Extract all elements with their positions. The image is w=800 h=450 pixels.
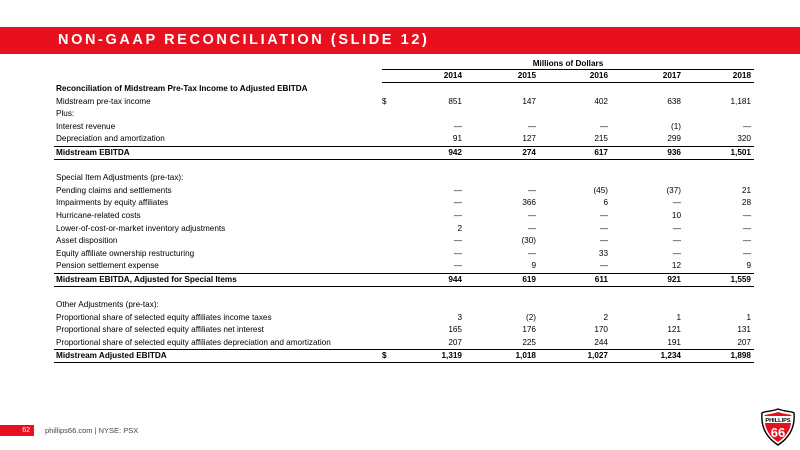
value-cell: — bbox=[742, 236, 751, 246]
year-header: 2016 bbox=[589, 71, 608, 80]
value-cell: 1,234 bbox=[660, 351, 681, 361]
value-cell: 274 bbox=[522, 147, 536, 157]
table-row bbox=[54, 96, 754, 109]
value-cell: 1,027 bbox=[587, 351, 608, 361]
row-label: Proportional share of selected equity affiliates depreciation and amortization bbox=[56, 337, 331, 347]
value-cell: 121 bbox=[667, 325, 681, 335]
table-row bbox=[54, 83, 754, 96]
value-cell: 1,319 bbox=[441, 351, 462, 361]
value-cell: 638 bbox=[667, 96, 681, 106]
footer-text: phillips66.com | NYSE: PSX bbox=[45, 426, 139, 435]
table-row bbox=[54, 121, 754, 134]
value-cell: 921 bbox=[667, 274, 681, 284]
value-cell: — bbox=[742, 248, 751, 258]
value-cell: — bbox=[527, 121, 536, 131]
value-cell: 366 bbox=[522, 198, 536, 208]
row-label: Other Adjustments (pre-tax): bbox=[56, 300, 159, 310]
value-cell: 207 bbox=[737, 337, 751, 347]
units-label: Millions of Dollars bbox=[532, 59, 604, 68]
total-row bbox=[54, 146, 754, 160]
value-cell: — bbox=[453, 185, 462, 195]
value-cell: 225 bbox=[522, 337, 536, 347]
row-label: Midstream Adjusted EBITDA bbox=[56, 351, 167, 361]
value-cell: 12 bbox=[671, 261, 681, 271]
value-cell: — bbox=[527, 223, 536, 233]
value-cell: (1) bbox=[670, 121, 681, 131]
value-cell: — bbox=[527, 248, 536, 258]
value-cell: 851 bbox=[448, 96, 462, 106]
value-cell: — bbox=[599, 261, 608, 271]
table-row bbox=[54, 172, 754, 185]
value-cell: — bbox=[672, 236, 681, 246]
row-label: Reconciliation of Midstream Pre-Tax Income to Adjusted EBITDA bbox=[56, 84, 308, 93]
page-number: 62 bbox=[0, 425, 34, 436]
value-cell: — bbox=[453, 121, 462, 131]
slide-title: NON-GAAP RECONCILIATION (SLIDE 12) bbox=[58, 32, 430, 48]
value-cell: 1 bbox=[676, 312, 681, 322]
value-cell: — bbox=[453, 210, 462, 220]
value-cell: — bbox=[599, 210, 608, 220]
value-cell: 6 bbox=[603, 198, 608, 208]
table-row bbox=[54, 108, 754, 121]
table-row bbox=[54, 299, 754, 312]
row-label: Pending claims and settlements bbox=[56, 185, 172, 195]
table-row bbox=[54, 260, 754, 273]
value-cell: — bbox=[599, 236, 608, 246]
table-row bbox=[54, 337, 754, 350]
value-cell: 165 bbox=[448, 325, 462, 335]
value-cell: 402 bbox=[594, 96, 608, 106]
value-cell: — bbox=[527, 210, 536, 220]
row-label: Midstream EBITDA, Adjusted for Special Items bbox=[56, 274, 237, 284]
year-header: 2015 bbox=[517, 71, 536, 80]
value-cell: — bbox=[453, 198, 462, 208]
value-cell: 1,018 bbox=[515, 351, 536, 361]
value-cell: 619 bbox=[522, 274, 536, 284]
table-body bbox=[54, 83, 754, 363]
value-cell: 147 bbox=[522, 96, 536, 106]
value-cell: 191 bbox=[667, 337, 681, 347]
value-cell: 131 bbox=[737, 325, 751, 335]
value-cell: — bbox=[672, 223, 681, 233]
value-cell: — bbox=[453, 248, 462, 258]
value-cell: 28 bbox=[741, 198, 751, 208]
table-row bbox=[54, 197, 754, 210]
total-row bbox=[54, 349, 754, 363]
value-cell: 10 bbox=[671, 210, 681, 220]
value-cell: — bbox=[527, 185, 536, 195]
value-cell: 9 bbox=[531, 261, 536, 271]
row-label: Midstream pre-tax income bbox=[56, 96, 151, 106]
row-label: Proportional share of selected equity affiliates net interest bbox=[56, 325, 264, 335]
value-cell: (45) bbox=[593, 185, 608, 195]
value-cell: 91 bbox=[452, 134, 462, 144]
value-cell: 1,181 bbox=[730, 96, 751, 106]
year-header: 2017 bbox=[662, 71, 681, 80]
row-label: Special Item Adjustments (pre-tax): bbox=[56, 173, 184, 183]
value-cell: 936 bbox=[667, 147, 681, 157]
row-label: Proportional share of selected equity affiliates income taxes bbox=[56, 312, 272, 322]
table-row bbox=[54, 324, 754, 337]
logo-number: 66 bbox=[770, 425, 786, 440]
value-cell: 1,898 bbox=[730, 351, 751, 361]
value-cell: 617 bbox=[594, 147, 608, 157]
row-label: Impairments by equity affiliates bbox=[56, 198, 169, 208]
value-cell: 2 bbox=[457, 223, 462, 233]
row-label: Midstream EBITDA bbox=[56, 147, 130, 157]
value-cell: 1 bbox=[746, 312, 751, 322]
logo-brand-text: PHILLIPS bbox=[765, 418, 791, 424]
row-label: Equity affiliate ownership restructuring bbox=[56, 248, 195, 258]
value-cell: 3 bbox=[457, 312, 462, 322]
row-label: Interest revenue bbox=[56, 121, 116, 131]
value-cell: 320 bbox=[737, 134, 751, 144]
table-row bbox=[54, 133, 754, 146]
value-cell: 9 bbox=[746, 261, 751, 271]
value-cell: 942 bbox=[448, 147, 462, 157]
value-cell: — bbox=[672, 248, 681, 258]
row-label: Lower-of-cost-or-market inventory adjustments bbox=[56, 223, 226, 233]
value-cell: 127 bbox=[522, 134, 536, 144]
value-cell: — bbox=[453, 236, 462, 246]
dollar-sign: $ bbox=[382, 351, 387, 361]
value-cell: — bbox=[599, 223, 608, 233]
spacer-row bbox=[54, 160, 754, 173]
value-cell: 176 bbox=[522, 325, 536, 335]
table-row bbox=[54, 235, 754, 248]
value-cell: — bbox=[453, 261, 462, 271]
row-label: Depreciation and amortization bbox=[56, 134, 165, 144]
value-cell: 215 bbox=[594, 134, 608, 144]
value-cell: — bbox=[742, 121, 751, 131]
row-label: Plus: bbox=[56, 109, 75, 119]
spacer-row bbox=[54, 287, 754, 300]
value-cell: — bbox=[742, 223, 751, 233]
table-row bbox=[54, 185, 754, 198]
value-cell: — bbox=[599, 121, 608, 131]
value-cell: (2) bbox=[525, 312, 536, 322]
year-header: 2018 bbox=[732, 71, 751, 80]
year-header-row bbox=[54, 70, 754, 83]
value-cell: 33 bbox=[598, 248, 608, 258]
table-row bbox=[54, 312, 754, 325]
value-cell: (37) bbox=[666, 185, 681, 195]
row-label: Asset disposition bbox=[56, 236, 118, 246]
table-row bbox=[54, 223, 754, 236]
value-cell: 207 bbox=[448, 337, 462, 347]
value-cell: 2 bbox=[603, 312, 608, 322]
value-cell: 944 bbox=[448, 274, 462, 284]
value-cell: 170 bbox=[594, 325, 608, 335]
value-cell: — bbox=[742, 210, 751, 220]
value-cell: 299 bbox=[667, 134, 681, 144]
row-label: Hurricane-related costs bbox=[56, 210, 141, 220]
value-cell: 21 bbox=[741, 185, 751, 195]
phillips66-logo bbox=[760, 408, 796, 446]
title-bar bbox=[0, 27, 800, 54]
value-cell: (30) bbox=[521, 236, 536, 246]
value-cell: 1,559 bbox=[730, 274, 751, 284]
value-cell: — bbox=[672, 198, 681, 208]
value-cell: 1,501 bbox=[730, 147, 751, 157]
row-label: Pension settlement expense bbox=[56, 261, 159, 271]
footer bbox=[0, 421, 800, 439]
dollar-sign: $ bbox=[382, 96, 387, 106]
table-row bbox=[54, 248, 754, 261]
value-cell: 244 bbox=[594, 337, 608, 347]
total-row bbox=[54, 273, 754, 287]
year-header: 2014 bbox=[443, 71, 462, 80]
value-cell: 611 bbox=[594, 274, 608, 284]
table-row bbox=[54, 210, 754, 223]
